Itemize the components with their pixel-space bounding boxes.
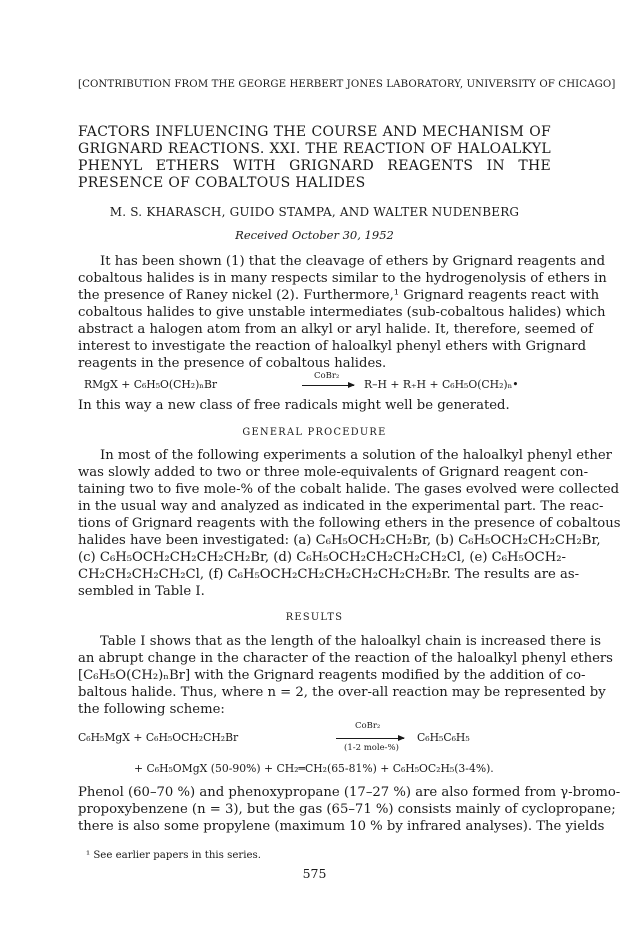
equation-1-left: RMgX + C₆H₅O(CH₂)ₙBr xyxy=(84,378,218,391)
reaction-arrow-icon xyxy=(302,385,354,386)
closing-line-1: Phenol (60–70 %) and phenoxypropane (17–27 %) are also formed from γ-bromo- xyxy=(78,785,621,800)
intro-line-3: the presence of Raney nickel (2). Furthermore,¹ Grignard reagents react with xyxy=(78,288,600,303)
intro-line-7: reagents in the presence of cobaltous halides. xyxy=(78,356,387,371)
results-line-2: an abrupt change in the character of the reaction of the haloalkyl phenyl ethers xyxy=(78,651,613,666)
closing-line-3: there is also some propylene (maximum 10 % by infrared analyses). The yields xyxy=(78,819,605,834)
results-line-4: baltous halide. Thus, where n = 2, the over-all reaction may be represented by xyxy=(78,685,606,700)
intro-line-4: cobaltous halides to give unstable intermediates (sub-cobaltous halides) which xyxy=(78,305,606,320)
intro-line-1: It has been shown (1) that the cleavage of ethers by Grignard reagents and xyxy=(100,254,606,269)
general-line-4: in the usual way and analyzed as indicated in the experimental part. The reac- xyxy=(78,499,604,514)
reaction-arrow-icon xyxy=(336,738,404,739)
closing-line-2: propoxybenzene (n = 3), but the gas (65–71 %) consists mainly of cyclopropane; xyxy=(78,802,616,817)
results-heading: RESULTS xyxy=(285,612,344,623)
intro-line-2: cobaltous halides is in many respects similar to the hydrogenolysis of ethers in xyxy=(78,271,607,286)
general-line-8: CH₂CH₂CH₂CH₂Cl, (f) C₆H₅OCH₂CH₂CH₂CH₂CH₂CH₂Br. The results are as- xyxy=(78,567,580,582)
contribution-header: [CONTRIBUTION FROM THE GEORGE HERBERT JONES LABORATORY, UNIVERSITY OF CHICAGO] xyxy=(78,79,616,90)
equation-2-catalyst: CoBr₂ xyxy=(355,721,381,731)
general-line-7: (c) C₆H₅OCH₂CH₂CH₂CH₂Br, (d) C₆H₅OCH₂CH₂CH₂CH₂Cl, (e) C₆H₅OCH₂- xyxy=(78,550,566,565)
general-line-9: sembled in Table I. xyxy=(78,584,205,599)
intro-closing: In this way a new class of free radicals might well be generated. xyxy=(78,398,510,413)
general-line-3: taining two to five mole-% of the cobalt halide. The gases evolved were collected xyxy=(78,482,620,497)
general-procedure-heading: GENERAL PROCEDURE xyxy=(242,427,387,438)
results-line-5: the following scheme: xyxy=(78,702,225,717)
equation-2-right: C₆H₅C₆H₅ xyxy=(417,731,470,744)
general-line-2: was slowly added to two or three mole-equivalents of Grignard reagent con- xyxy=(78,465,589,480)
equation-2-left: C₆H₅MgX + C₆H₅OCH₂CH₂Br xyxy=(78,731,239,744)
title-line-4: PRESENCE OF COBALTOUS HALIDES xyxy=(78,175,366,191)
equation-2-condition: (1-2 mole-%) xyxy=(344,743,399,753)
authors: M. S. KHARASCH, GUIDO STAMPA, AND WALTER NUDENBERG xyxy=(109,205,520,219)
title-line-2: GRIGNARD REACTIONS. XXI. THE REACTION OF HALOALKYL xyxy=(78,141,551,157)
equation-2-products: + C₆H₅OMgX (50-90%) + CH₂═CH₂(65-81%) + C₆H₅OC₂H₅(3-4%). xyxy=(134,762,494,775)
general-line-5: tions of Grignard reagents with the following ethers in the presence of cobaltous xyxy=(78,516,621,531)
general-line-6: halides have been investigated: (a) C₆H₅OCH₂CH₂Br, (b) C₆H₅OCH₂CH₂CH₂Br, xyxy=(78,533,601,548)
results-line-3: [C₆H₅O(CH₂)ₙBr] with the Grignard reagents modified by the addition of co- xyxy=(78,668,586,683)
results-line-1: Table I shows that as the length of the haloalkyl chain is increased there is xyxy=(100,634,602,649)
page-number: 575 xyxy=(302,866,327,881)
received-date: Received October 30, 1952 xyxy=(235,228,394,242)
general-line-1: In most of the following experiments a solution of the haloalkyl phenyl ether xyxy=(100,448,612,463)
intro-line-6: interest to investigate the reaction of haloalkyl phenyl ethers with Grignard xyxy=(78,339,587,354)
intro-line-5: abstract a halogen atom from an alkyl or aryl halide. It, therefore, seemed of xyxy=(78,322,593,337)
equation-1-catalyst: CoBr₂ xyxy=(314,371,340,381)
title-line-3: PHENYL ETHERS WITH GRIGNARD REAGENTS IN THE xyxy=(78,158,551,174)
footnote: ¹ See earlier papers in this series. xyxy=(86,850,262,861)
equation-1-right: R–H + R₊H + C₆H₅O(CH₂)ₙ• xyxy=(364,378,519,391)
title-line-1: FACTORS INFLUENCING THE COURSE AND MECHANISM OF xyxy=(78,124,551,140)
